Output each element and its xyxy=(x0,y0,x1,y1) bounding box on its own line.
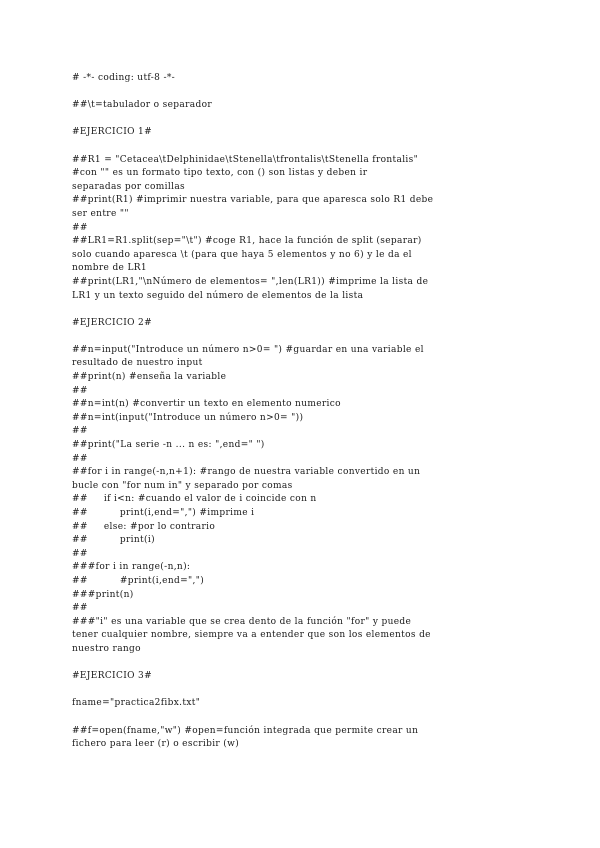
code-line: #EJERCICIO 3# xyxy=(72,671,153,682)
code-line: ##print(LR1,"\nNúmero de elementos= ",len(LR1)) #imprime la lista de xyxy=(72,276,429,287)
code-line: LR1 y un texto seguido del número de elementos de la lista xyxy=(72,290,364,301)
code-line: ## xyxy=(72,453,88,464)
code-line: ## if i<n: #cuando el valor de i coincide con n xyxy=(72,494,317,505)
code-line: #EJERCICIO 1# xyxy=(72,127,153,138)
code-line: ##\t=tabulador o separador xyxy=(72,100,212,111)
code-line: ##R1 = "Cetacea\tDelphinidae\tStenella\tfrontalis\tStenella frontalis" xyxy=(72,154,419,165)
blank-line xyxy=(72,711,522,725)
code-line: ## print(i) xyxy=(72,535,155,546)
code-listing xyxy=(72,72,522,752)
code-line: separadas por comillas xyxy=(72,181,186,192)
blank-line xyxy=(72,303,522,317)
code-line: ##for i in range(-n,n+1): #rango de nuestra variable convertido en un xyxy=(72,467,421,478)
code-line: ##LR1=R1.split(sep="\t") #coge R1, hace la función de split (separar) xyxy=(72,236,422,247)
blank-line xyxy=(72,330,522,344)
code-line: ##n=int(input("Introduce un número n>0= ")) xyxy=(72,412,304,423)
code-line: solo cuando aparesca \t (para que haya 5 elementos y no 6) y le da el xyxy=(72,249,412,260)
code-line: ###for i in range(-n,n): xyxy=(72,562,191,573)
code-line: ##n=int(n) #convertir un texto en elemento numerico xyxy=(72,399,341,410)
code-line: ##print(n) #enseña la variable xyxy=(72,372,227,383)
code-line: fichero para leer (r) o escribir (w) xyxy=(72,739,240,750)
code-line: #con "" es un formato tipo texto, con () son listas y deben ir xyxy=(72,168,368,179)
code-line: ##n=input("Introduce un número n>0= ") #guardar en una variable el xyxy=(72,344,424,355)
code-line: ##print("La serie -n ... n es: ",end=" ") xyxy=(72,440,265,451)
code-line: # -*- coding: utf-8 -*- xyxy=(72,73,176,83)
code-line: resultado de nuestro input xyxy=(72,358,203,369)
code-line: fname="practica2fibx.txt" xyxy=(72,698,201,709)
code-line: ## xyxy=(72,222,88,233)
blank-line xyxy=(72,113,522,127)
code-line: ## else: #por lo contrario xyxy=(72,521,216,532)
blank-line xyxy=(72,684,522,698)
code-line: nombre de LR1 xyxy=(72,263,147,274)
code-line: ## xyxy=(72,603,88,614)
code-line: ###print(n) xyxy=(72,589,134,600)
code-line: ###"i" es una variable que se crea dento de la función "for" y puede xyxy=(72,616,412,627)
code-line: #EJERCICIO 2# xyxy=(72,317,153,328)
code-line: ## xyxy=(72,426,88,437)
code-line: ##f=open(fname,"w") #open=función integrada que permite crear un xyxy=(72,725,419,736)
code-line: nuestro rango xyxy=(72,643,141,654)
blank-line xyxy=(72,140,522,154)
code-line: bucle con "for num in" y separado por comas xyxy=(72,480,293,491)
blank-line xyxy=(72,86,522,100)
code-line: tener cualquier nombre, siempre va a entender que son los elementos de xyxy=(72,630,431,641)
code-line: ##print(R1) #imprimir nuestra variable, para que aparesca solo R1 debe xyxy=(72,195,434,206)
code-line: ## xyxy=(72,385,88,396)
code-line: ## #print(i,end=",") xyxy=(72,575,205,586)
code-line: ser entre "" xyxy=(72,208,129,219)
code-line: ## print(i,end=",") #imprime i xyxy=(72,508,255,518)
blank-line xyxy=(72,657,522,671)
code-line: ## xyxy=(72,548,88,559)
